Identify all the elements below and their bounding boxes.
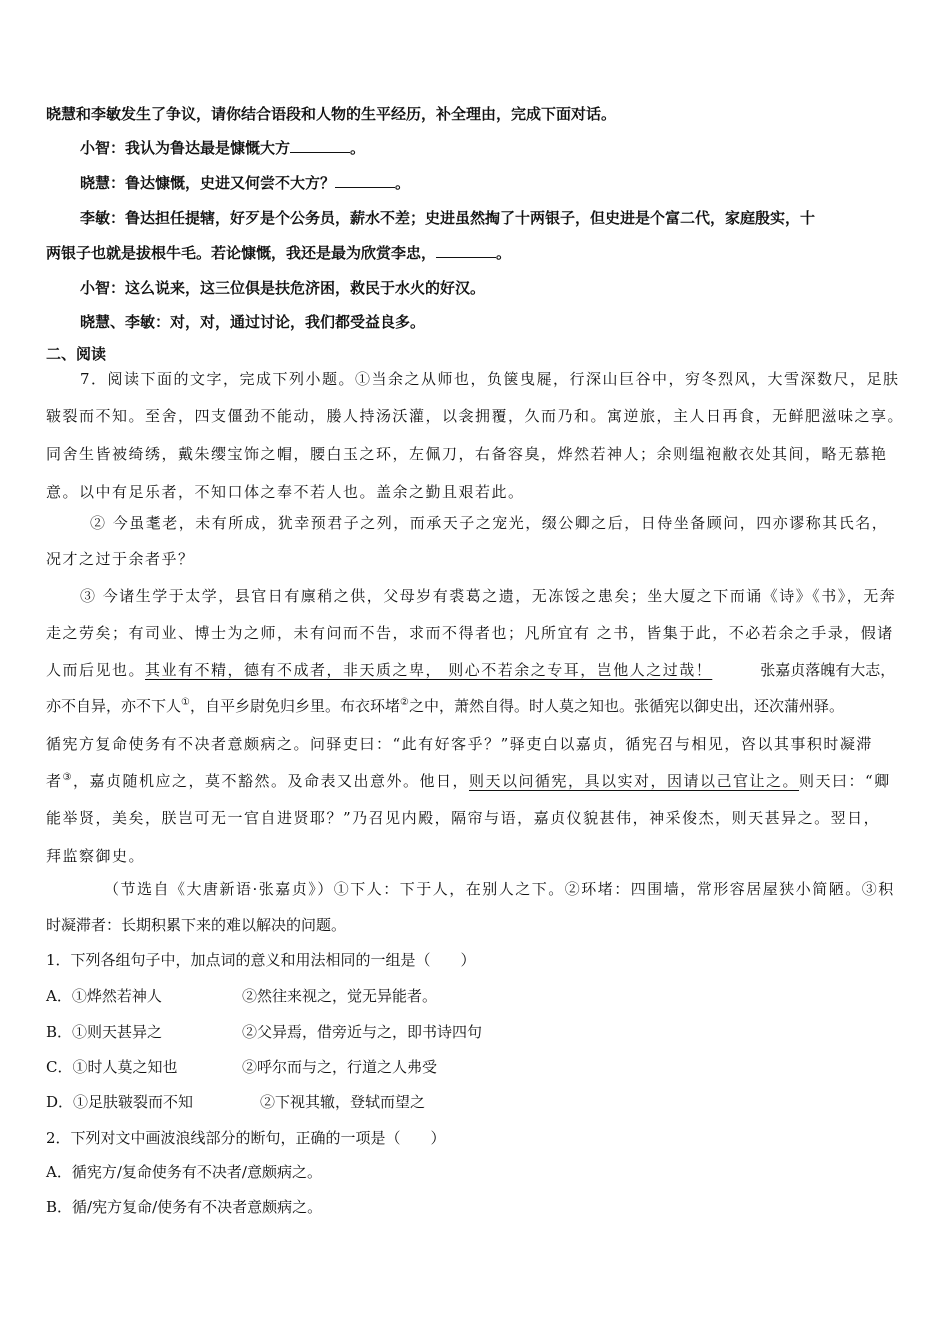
option-left: D．①足肤皲裂而不知 [46, 1093, 194, 1111]
underlined-sentence: 其业有不精，德有不成者，非天质之卑， 则心不若余之专耳，岂他人之过哉！ [145, 661, 713, 679]
footnote-mark: ③ [62, 772, 73, 783]
passage-text: 亦不自异，亦不下人 [46, 697, 182, 715]
option-c[interactable] [46, 1056, 177, 1077]
period: 。 [395, 174, 411, 192]
dialogue-intro: 晓慧和李敏发生了争议，请你结合语段和人物的生平经历，补全理由，完成下面对话。 [46, 105, 617, 123]
option-a[interactable] [46, 985, 162, 1006]
dialogue-xiaozhi-2: 小智：这么说来，这三位俱是扶危济困，救民于水火的好汉。 [80, 279, 486, 297]
option-left: A．①烨然若神人 [46, 987, 162, 1005]
passage-line: 况才之过于余者乎？ [46, 550, 195, 568]
source-note: （节选自《大唐新语·张嘉贞》）①下人：下于人，在别人之下。②环堵：四围墙，常形容居屋狭小简陋。③积 [104, 880, 895, 898]
passage-line: 7．阅读下面的文字，完成下列小题。①当余之从师也，负箧曳屣，行深山巨谷中，穷冬烈风，大雪深数尺，足肤 [80, 370, 900, 388]
dialogue-text: 晓慧：鲁达慷慨，史进又何尝不大方？ [80, 174, 336, 192]
passage-line: 同舍生皆被绮绣，戴朱缨宝饰之帽，腰白玉之环，左佩刀，右备容臭，烨然若神人；余则缊袍敝衣处其间，略无慕艳 [46, 445, 888, 463]
passage-line: 能举贤，美矣，朕岂可无一官自进贤耶？”乃召见内殿，隔帘与语，嘉贞仪貌甚伟，神采俊杰，则天甚异之。翌日， [46, 809, 881, 827]
dialogue-text: 小智：我认为鲁达最是慷慨大方 [80, 139, 291, 157]
passage-line: 循宪方复命使务有不决者意颇病之。问驿吏曰：“此有好客乎？”驿吏白以嘉贞，循宪召与相见，咨以其事积时凝滞 [46, 735, 873, 753]
question-1: 1．下列各组句子中，加点词的意义和用法相同的一组是（ ） [46, 951, 476, 969]
option-left: B．①则天甚异之 [46, 1023, 163, 1041]
passage-text: 之中，萧然自得。时人莫之知也。张循宪以御史出，还次蒲州驿。 [408, 697, 844, 715]
q2-option-b[interactable]: B．循/宪方复命/使务有不决者意颇病之。 [46, 1198, 323, 1216]
passage-line [46, 770, 891, 791]
footnote-mark: ① [181, 697, 190, 708]
q2-option-a[interactable]: A．循宪方/复命使务有不决者/意颇病之。 [46, 1163, 322, 1181]
section-title: 二、阅读 [46, 345, 107, 363]
source-note: 时凝滞者：长期积累下来的难以解决的问题。 [46, 916, 347, 934]
question-2: 2．下列对文中画波浪线部分的断句，正确的一项是（ ） [46, 1129, 446, 1147]
dialogue-final: 晓慧、李敏：对，对，通过讨论，我们都受益良多。 [80, 313, 426, 331]
period: 。 [350, 139, 366, 157]
dialogue-limin-2 [46, 242, 511, 263]
period: 。 [496, 244, 512, 262]
passage-line: ③ 今诸生学于太学，县官日有廪稍之供，父母岁有裘葛之遗，无冻馁之患矣；坐大厦之下而诵《诗》《书》，无奔 [80, 587, 897, 605]
dialogue-xiaohui-1 [80, 172, 410, 193]
option-b-right: ②父异焉，借旁近与之，即书诗四句 [242, 1023, 483, 1041]
dialogue-limin-1: 李敏：鲁达担任提辖，好歹是个公务员，薪水不差；史进虽然掏了十两银子，但史进是个富二代，家庭殷实，十 [80, 209, 816, 227]
option-b[interactable] [46, 1021, 162, 1042]
option-c-right: ②呼尔而与之，行道之人弗受 [242, 1058, 438, 1076]
option-d[interactable] [46, 1091, 193, 1112]
passage-line: 意。以中有足乐者，不知口体之奉不若人也。盖余之勤且艰若此。 [46, 483, 525, 501]
option-a-right: ②然往来视之，觉无异能者。 [242, 987, 438, 1005]
passage-text: 张嘉贞落魄有大志， [760, 661, 896, 679]
option-left: C．①时人莫之知也 [46, 1058, 178, 1076]
answer-blank[interactable] [290, 140, 350, 153]
answer-blank[interactable] [335, 175, 395, 188]
passage-line: ② 今虽耄老，未有所成，犹幸预君子之列，而承天子之宠光，缀公卿之后，日侍坐备顾问，四亦谬称其氏名， [90, 514, 889, 532]
passage-line: 走之劳矣；有司业、博士为之师，未有问而不告，求而不得者也；凡所宜有 之书，皆集于此，不必若余之手录，假诸 [46, 624, 894, 642]
option-d-right: ②下视其辙，登轼而望之 [260, 1093, 426, 1111]
passage-text: 者 [46, 772, 63, 790]
passage-text: ，自平乡尉免归乡里。布衣环堵 [189, 697, 400, 715]
passage-line: 皲裂而不知。至舍，四支僵劲不能动，媵人持汤沃灌，以衾拥覆，久而乃和。寓逆旅，主人日再食，无鲜肥滋味之享。 [46, 407, 905, 425]
passage-line: 拜监察御史。 [46, 847, 146, 865]
passage-text: ，嘉贞随机应之，莫不豁然。及命表又出意外。他日， [72, 772, 469, 790]
underlined-sentence: 则天以问循宪，具以实对，因请以己官让之。 [469, 772, 800, 790]
passage-text: 人而后见也。 [46, 661, 146, 679]
passage-line [46, 659, 895, 680]
passage-line [46, 695, 844, 716]
dialogue-xiaozhi-1 [80, 137, 365, 158]
dialogue-text: 两银子也就是拔根牛毛。若论慷慨，我还是最为欣赏李忠， [46, 244, 437, 262]
passage-text: 则天曰：“卿 [799, 772, 891, 790]
footnote-mark: ② [400, 697, 409, 708]
answer-blank[interactable] [436, 245, 496, 258]
